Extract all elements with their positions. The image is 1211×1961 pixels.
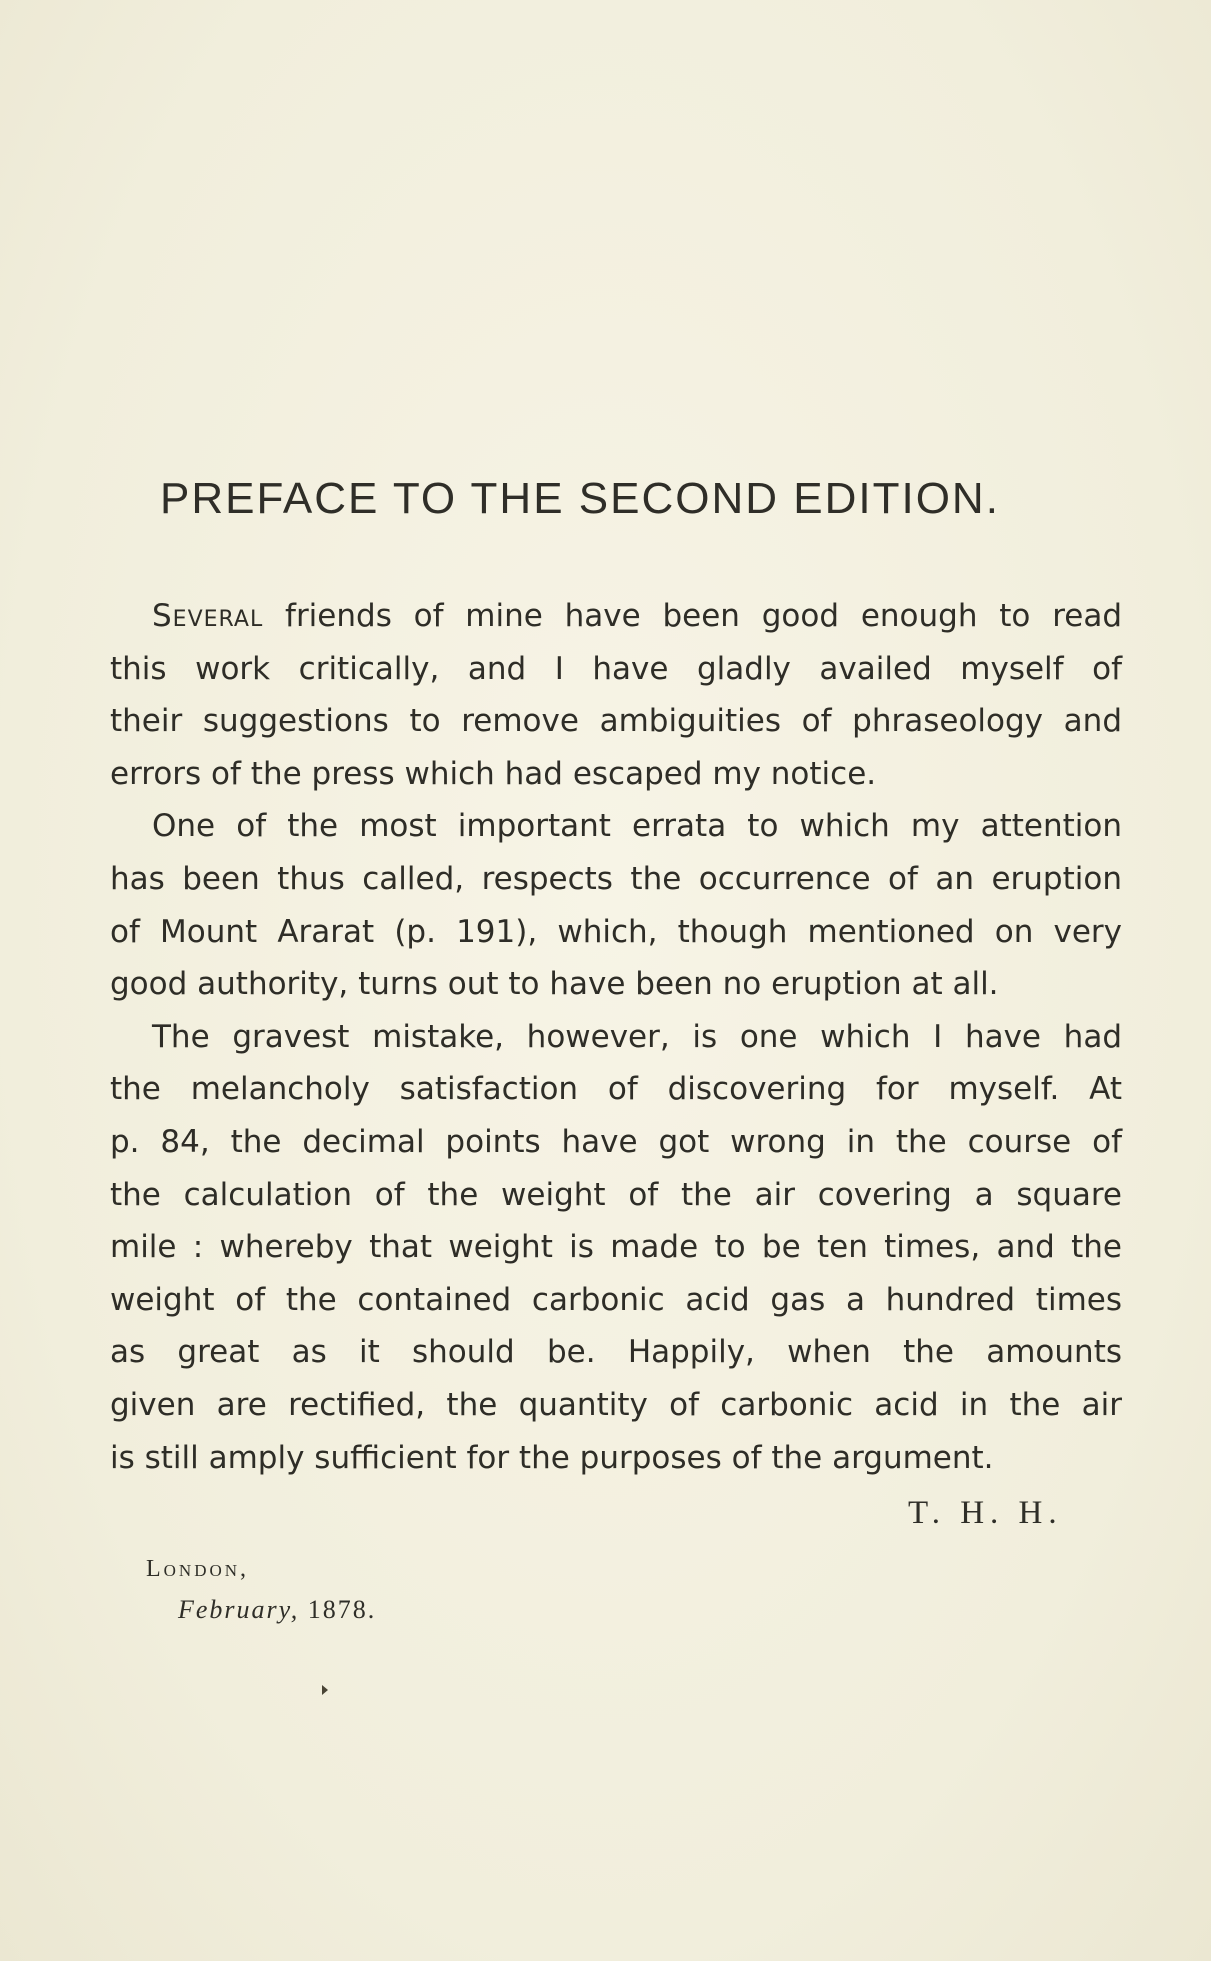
text-line: this work critically, and I have gladly availed myself of — [110, 650, 1122, 687]
date-year: 1878. — [307, 1595, 377, 1624]
text-line: p. 84, the decimal points have got wrong in the course of — [110, 1123, 1122, 1160]
text-line: mile : whereby that weight is made to be ten times, and the — [110, 1229, 1122, 1266]
text-line: errors of the press which had escaped my notice. — [110, 755, 877, 792]
place-line: London, — [146, 1556, 250, 1582]
text-line: the melancholy satisfaction of discovering for myself. At — [110, 1071, 1122, 1108]
text-line: given are rectified, the quantity of carbonic acid in the air — [110, 1386, 1122, 1423]
text-line — [110, 590, 1122, 643]
author-signature: T. H. H. — [908, 1495, 1063, 1531]
paragraph-1 — [110, 590, 1122, 800]
text-line: weight of the contained carbonic acid gas a hundred times — [110, 1281, 1122, 1318]
text-line: as great as it should be. Happily, when the amounts — [110, 1334, 1122, 1371]
text-line: The gravest mistake, however, is one which I have had — [152, 1018, 1122, 1055]
text-line: One of the most important errata to which my attention — [152, 808, 1122, 845]
preface-body — [110, 590, 1122, 1484]
paragraph-lead-word: Several — [152, 598, 264, 634]
text-line: has been thus called, respects the occurrence of an eruption — [110, 860, 1122, 897]
text-line: of Mount Ararat (p. 191), which, though mentioned on very — [110, 913, 1122, 950]
date-month: February, — [178, 1595, 300, 1624]
text-line: the calculation of the weight of the air covering a square — [110, 1176, 1122, 1213]
date-line — [178, 1595, 376, 1625]
text-line-rest: friends of mine have been good enough to read — [263, 598, 1122, 634]
ink-speck-mark — [322, 1685, 328, 1695]
text-line: is still amply sufficient for the purposes of the argument. — [110, 1439, 994, 1476]
page-title: PREFACE TO THE SECOND EDITION. — [160, 474, 1000, 523]
paragraph-3 — [110, 1011, 1122, 1484]
text-line: good authority, turns out to have been no eruption at all. — [110, 966, 999, 1003]
text-line: their suggestions to remove ambiguities of phraseology and — [110, 703, 1122, 740]
paragraph-2 — [110, 800, 1122, 1010]
